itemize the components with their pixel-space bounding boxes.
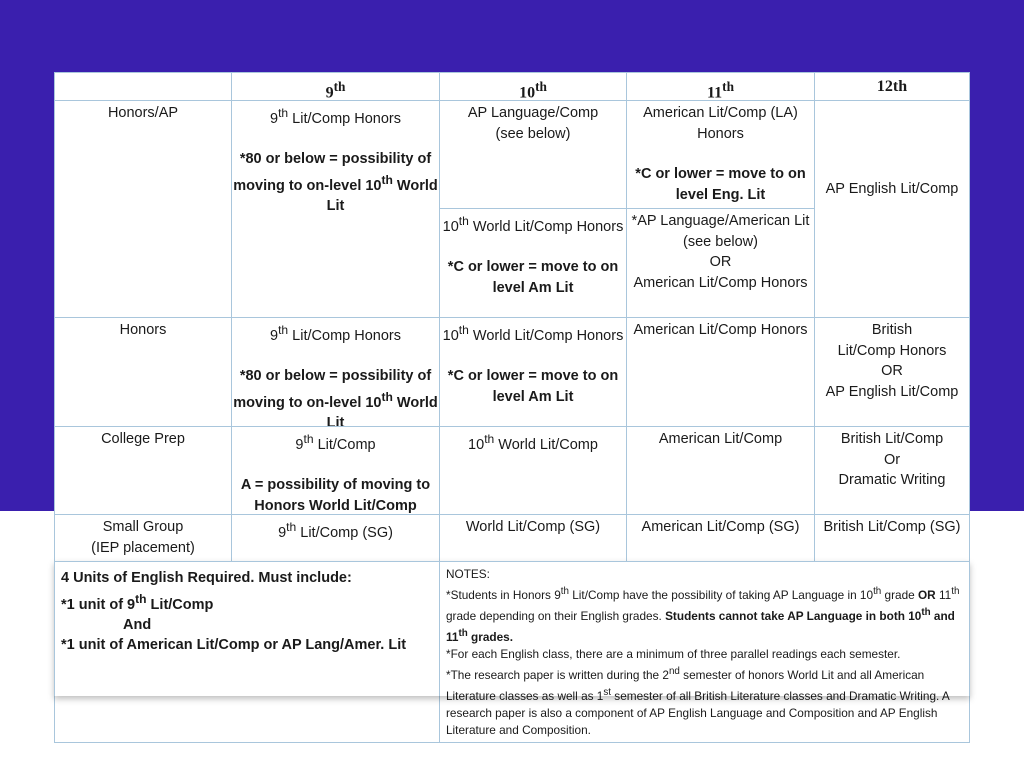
honors-ap-grade11-cell: American Lit/Comp (LA) Honors *C or lower = move to on level Eng. Lit bbox=[626, 100, 815, 209]
note-research-paper: *The research paper is written during the 2nd semester of honors World Lit and all American Literature classes as well as 1st semester of all British Literature classes and Dramatic Writing. A research paper is also a component of AP English Language and Composition and AP English Literature and Composition. bbox=[446, 665, 950, 737]
note-ap-language: *Students in Honors 9th Lit/Comp have the possibility of taking AP Language in 10th grade OR 11th grade depending on their English grades. Students cannot take AP Language in both 10th and 11th grades. bbox=[446, 586, 960, 644]
placement-note: *80 or below = possibility of moving to on-level 10th World Lit bbox=[233, 368, 438, 432]
placement-note: *C or lower = move to on level Eng. Lit bbox=[635, 166, 806, 203]
header-grade-11: 11th bbox=[626, 72, 815, 101]
placement-note: *C or lower = move to on level Am Lit bbox=[447, 259, 619, 296]
small-group-grade9-cell: 9th Lit/Comp (SG) bbox=[231, 514, 440, 562]
college-prep-grade11-cell: American Lit/Comp bbox=[626, 426, 815, 515]
course-name: 9th Lit/Comp Honors bbox=[270, 106, 401, 127]
honors-grade9-cell: 9th Lit/Comp Honors *80 or below = possibility of moving to on-level 10th World Lit bbox=[231, 317, 440, 427]
header-grade-10: 10th bbox=[439, 72, 627, 101]
note-parallel-readings: *For each English class, there are a minimum of three parallel readings each semester. bbox=[446, 646, 901, 661]
header-grade-12: 12th bbox=[814, 72, 970, 101]
honors-ap-grade10-alt-cell: 10th World Lit/Comp Honors *C or lower = move to on level Am Lit bbox=[439, 208, 627, 318]
header-grade-9: 9th bbox=[231, 72, 440, 101]
honors-ap-grade10-cell: AP Language/Comp (see below) bbox=[439, 100, 627, 209]
english-requirements-box: 4 Units of English Required. Must include: *1 unit of 9th Lit/Comp And *1 unit of American Lit/Comp or AP Lang/Amer. Lit bbox=[54, 561, 440, 743]
placement-note: *C or lower = move to on level Am Lit bbox=[447, 368, 619, 405]
row-label-honors: Honors bbox=[54, 317, 232, 427]
small-group-grade10-cell: World Lit/Comp (SG) bbox=[439, 514, 627, 562]
small-group-grade12-cell: British Lit/Comp (SG) bbox=[814, 514, 970, 562]
placement-note: A = possibility of moving to Honors World Lit/Comp bbox=[240, 477, 431, 514]
honors-grade11-cell: American Lit/Comp Honors bbox=[626, 317, 815, 427]
honors-ap-grade11-alt-cell: *AP Language/American Lit (see below) OR American Lit/Comp Honors bbox=[626, 208, 815, 318]
honors-grade10-cell: 10th World Lit/Comp Honors *C or lower = move to on level Am Lit bbox=[439, 317, 627, 427]
row-label-honors-ap: Honors/AP bbox=[54, 100, 232, 318]
college-prep-grade12-cell: British Lit/Comp Or Dramatic Writing bbox=[814, 426, 970, 515]
college-prep-grade10-cell: 10th World Lit/Comp bbox=[439, 426, 627, 515]
header-empty-cell bbox=[54, 72, 232, 101]
honors-ap-grade9-cell bbox=[231, 100, 440, 318]
english-course-sequence-table bbox=[54, 72, 970, 743]
placement-note: *80 or below = possibility of moving to on-level 10th World Lit bbox=[233, 151, 438, 215]
college-prep-grade9-cell: 9th Lit/Comp A = possibility of moving to Honors World Lit/Comp bbox=[231, 426, 440, 515]
honors-ap-grade12-cell: AP English Lit/Comp bbox=[814, 100, 970, 318]
notes-box: NOTES: *Students in Honors 9th Lit/Comp have the possibility of taking AP Language in 10th grade OR 11th grade depending on their English grades. Students cannot take AP Language in both 10th and 11th grades. *For each English class, there are a minimum of three parallel readings each semester. *The research paper is written during the 2nd semester of honors World Lit and all American Literature classes as well as 1st semester of all British Literature classes and Dramatic Writing. A research paper is also a component of AP English Language and Composition and AP English Literature and Composition. bbox=[439, 561, 970, 743]
honors-grade12-cell: British Lit/Comp Honors OR AP English Lit/Comp bbox=[814, 317, 970, 427]
row-label-college-prep: College Prep bbox=[54, 426, 232, 515]
row-label-small-group: Small Group (IEP placement) bbox=[54, 514, 232, 562]
small-group-grade11-cell: American Lit/Comp (SG) bbox=[626, 514, 815, 562]
